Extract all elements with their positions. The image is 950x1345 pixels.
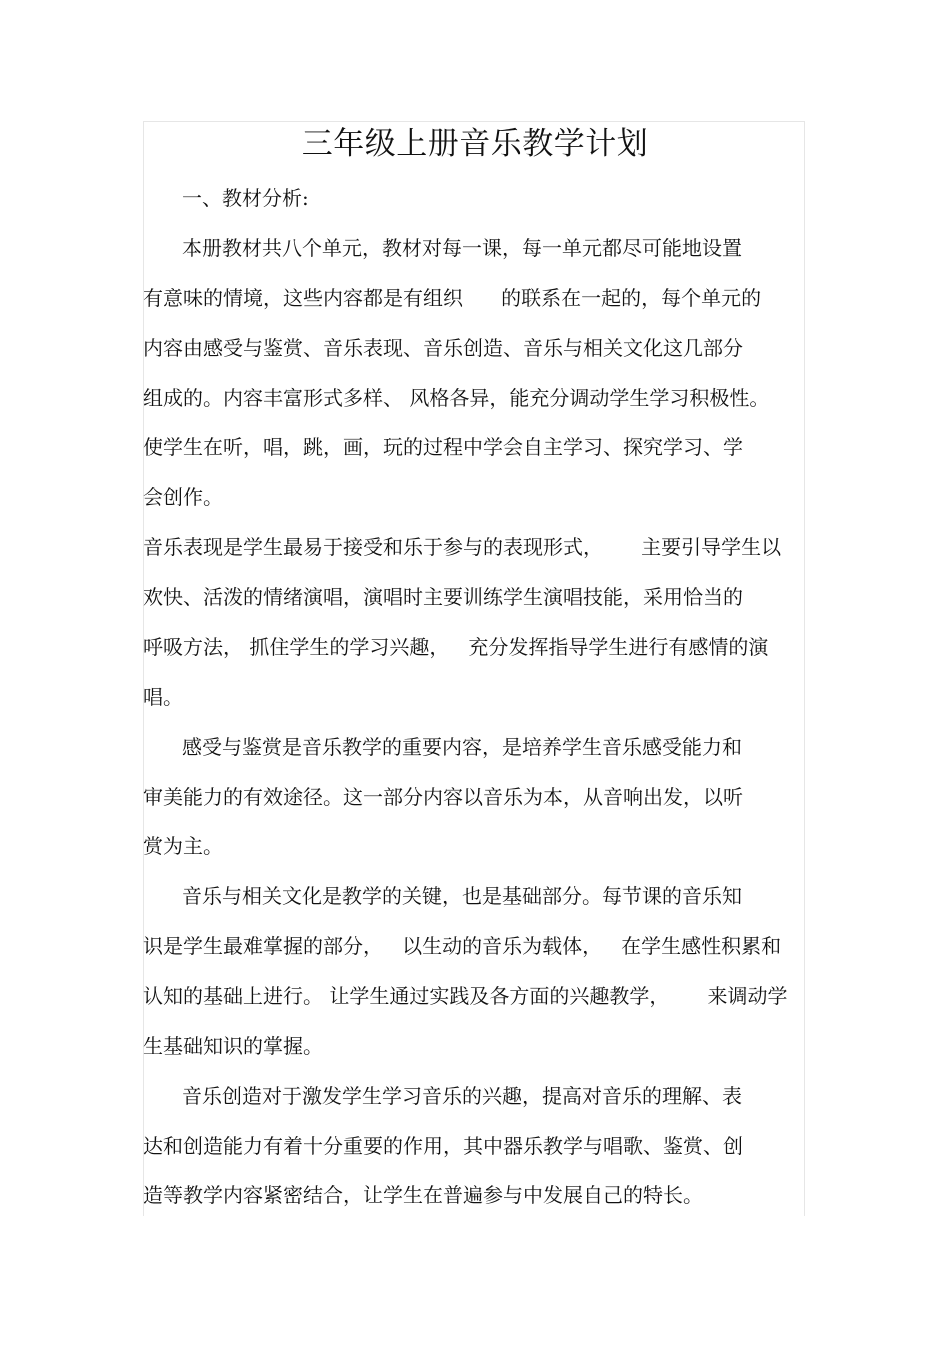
text-line: 内容由感受与鉴赏、音乐表现、音乐创造、音乐与相关文化这几部分 bbox=[143, 336, 743, 360]
text-line: 生基础知识的掌握。 bbox=[143, 1034, 323, 1058]
text-line: 音乐创造对于激发学生学习音乐的兴趣，提高对音乐的理解、表 bbox=[182, 1084, 742, 1108]
text-line: 达和创造能力有着十分重要的作用，其中器乐教学与唱歌、鉴赏、创 bbox=[143, 1134, 743, 1158]
text-line: 认知的基础上进行。 让学生通过实践及各方面的兴趣教学， 来调动学 bbox=[143, 984, 788, 1008]
text-line: 音乐表现是学生最易于接受和乐于参与的表现形式， 主要引导学生以 bbox=[143, 535, 782, 559]
text-line: 有意味的情境，这些内容都是有组织 的联系在一起的，每个单元的 bbox=[143, 286, 762, 310]
text-line: 识是学生最难掌握的部分， 以生动的音乐为载体， 在学生感性积累和 bbox=[143, 934, 782, 958]
text-line: 本册教材共八个单元，教材对每一课，每一单元都尽可能地设置 bbox=[182, 236, 742, 260]
text-line: 使学生在听，唱，跳，画，玩的过程中学会自主学习、探究学习、学 bbox=[143, 435, 743, 459]
text-line: 赏为主。 bbox=[143, 834, 223, 858]
section-heading: 一、教材分析: bbox=[182, 186, 309, 210]
text-line: 音乐与相关文化是教学的关键，也是基础部分。每节课的音乐知 bbox=[182, 884, 742, 908]
text-line: 组成的。内容丰富形式多样、 风格各异，能充分调动学生学习积极性。 bbox=[143, 386, 770, 410]
document-title: 三年级上册音乐教学计划 bbox=[301, 126, 649, 162]
text-line: 造等教学内容紧密结合，让学生在普遍参与中发展自己的特长。 bbox=[143, 1183, 703, 1207]
text-line: 感受与鉴赏是音乐教学的重要内容，是培养学生音乐感受能力和 bbox=[182, 735, 742, 759]
text-line: 会创作。 bbox=[143, 485, 223, 509]
text-line: 唱。 bbox=[143, 685, 183, 709]
text-line: 欢快、活泼的情绪演唱，演唱时主要训练学生演唱技能，采用恰当的 bbox=[143, 585, 743, 609]
text-line: 呼吸方法， 抓住学生的学习兴趣， 充分发挥指导学生进行有感情的演 bbox=[143, 635, 769, 659]
text-line: 审美能力的有效途径。这一部分内容以音乐为本，从音响出发，以听 bbox=[143, 785, 743, 809]
